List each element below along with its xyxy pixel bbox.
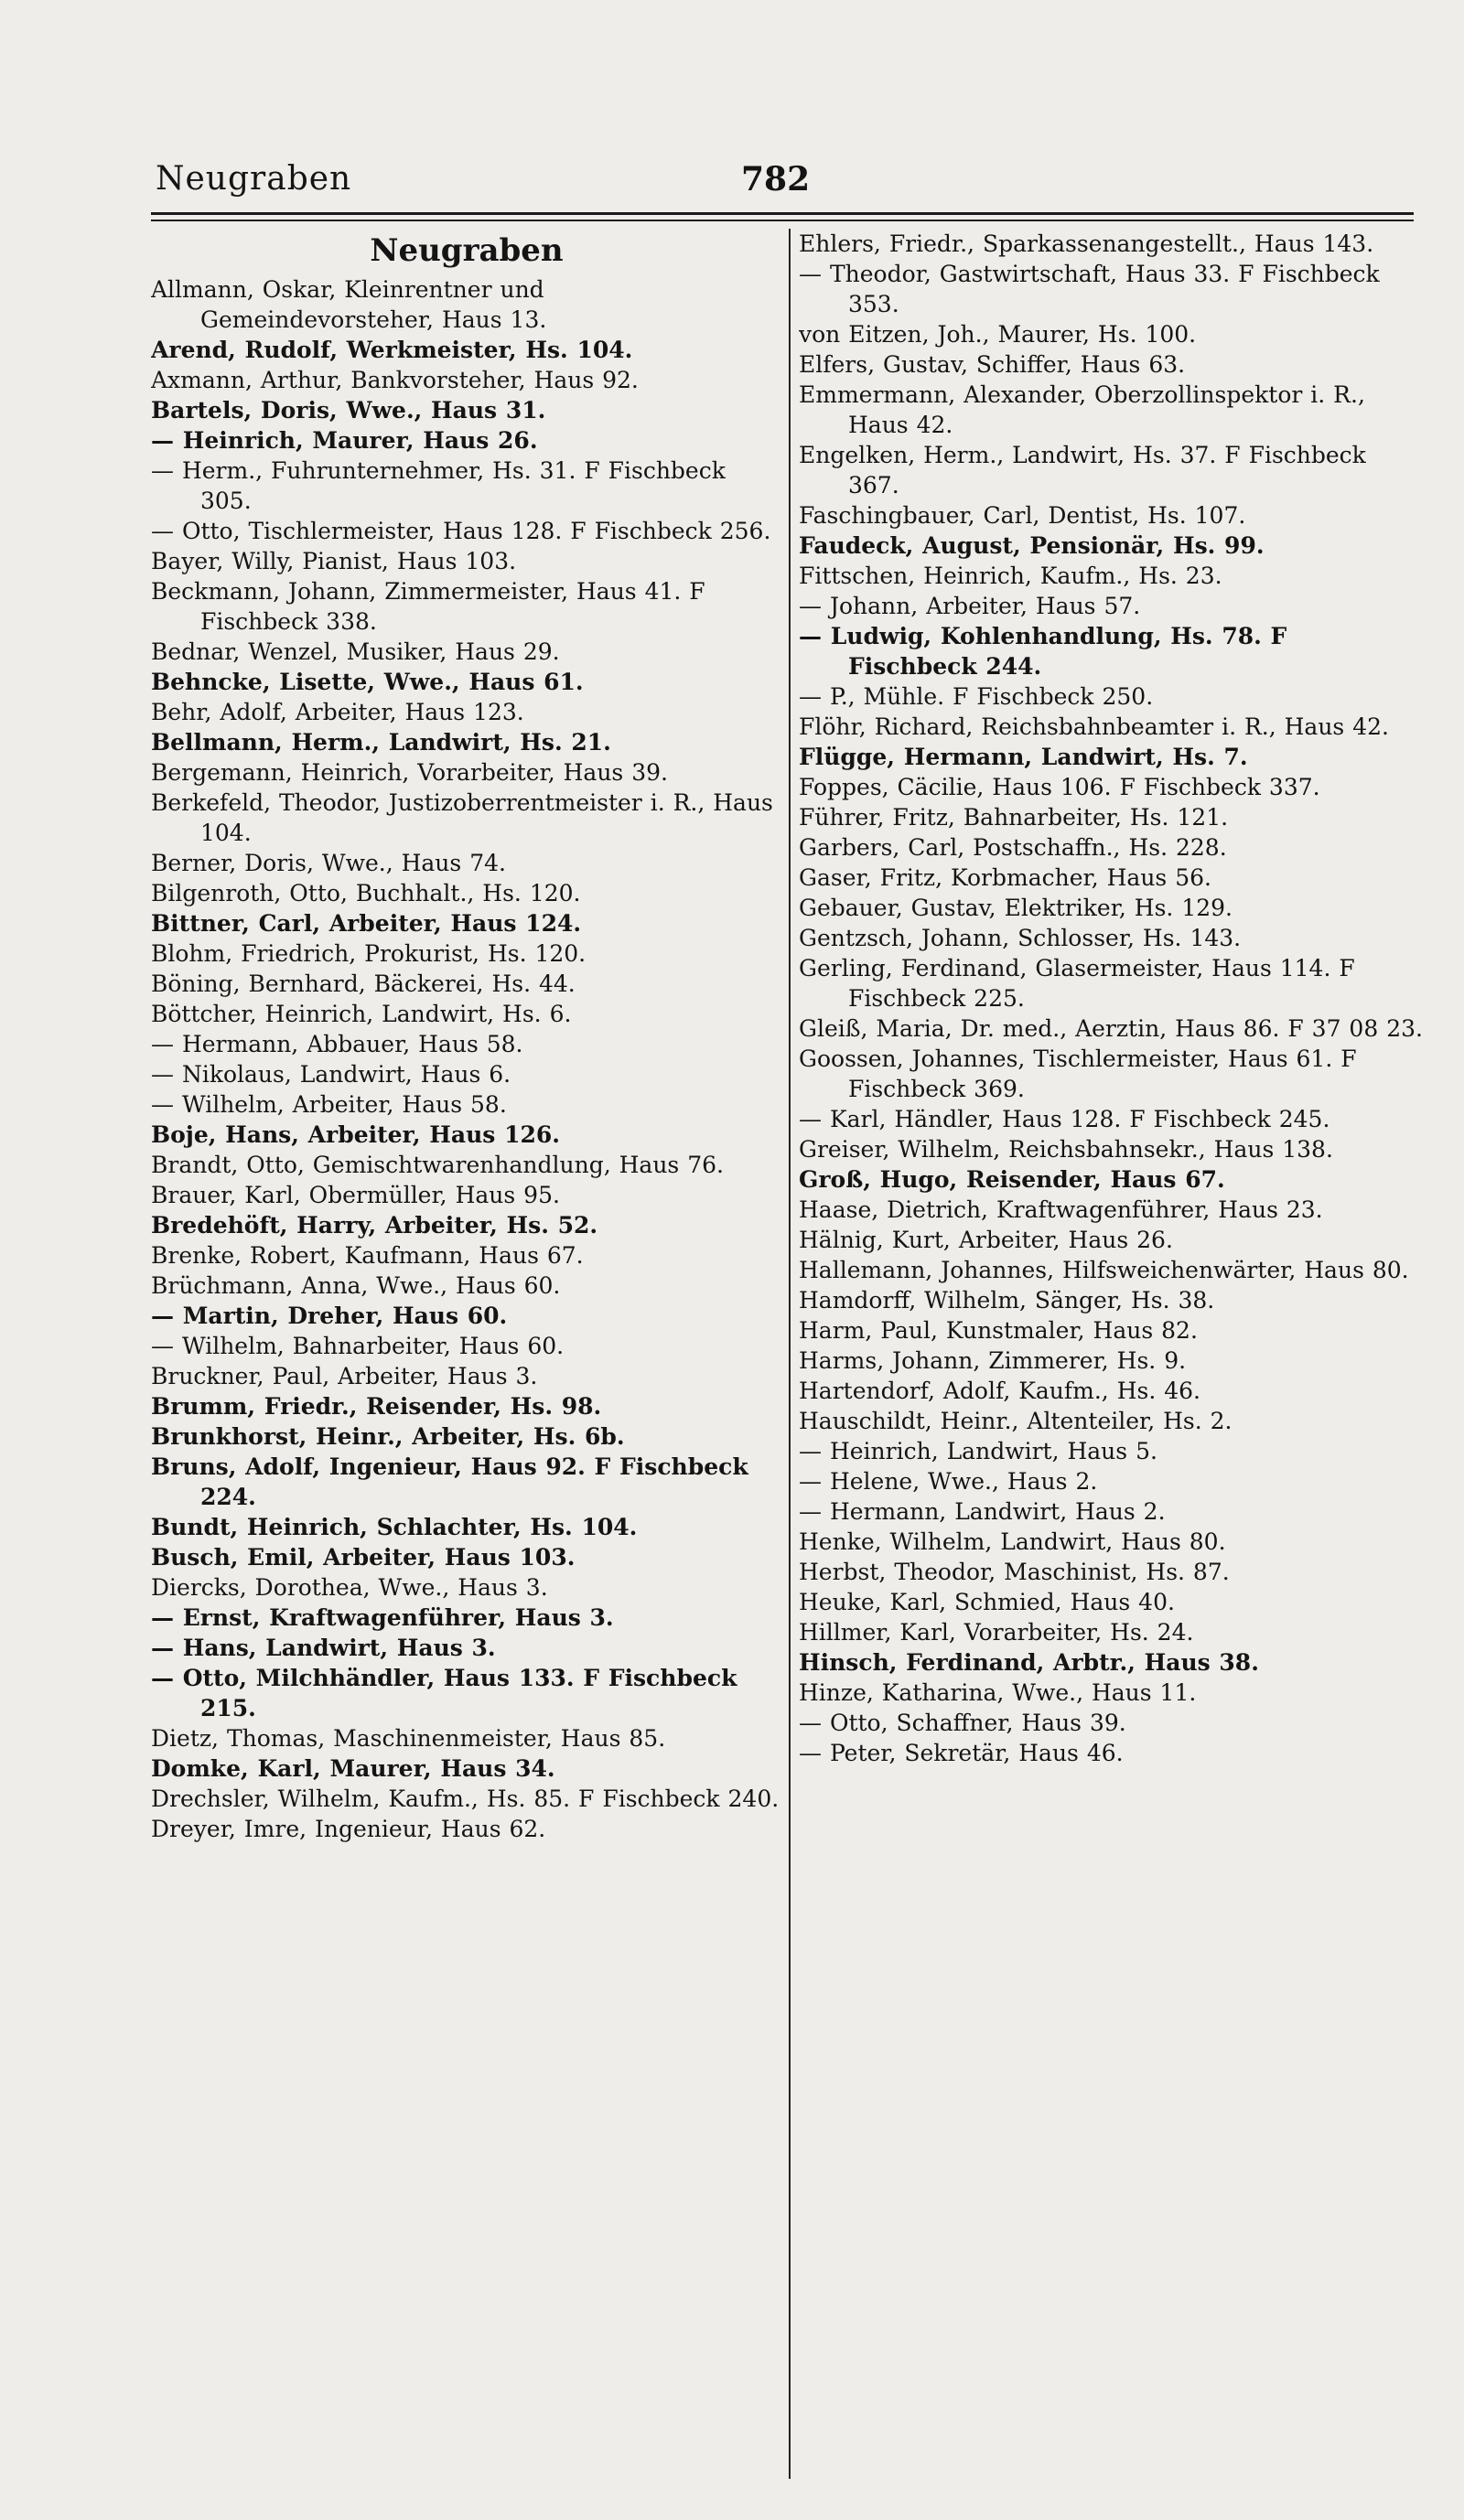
directory-entry: Gebauer, Gustav, Elektriker, Hs. 129. bbox=[799, 895, 1233, 921]
directory-entry: — Theodor, Gastwirtschaft, Haus 33. F Fischbeck 353. bbox=[799, 261, 1380, 317]
directory-columns bbox=[151, 229, 1423, 2488]
directory-entry: Berkefeld, Theodor, Justizoberrentmeister i. R., Haus 104. bbox=[151, 789, 773, 846]
directory-entry: Herbst, Theodor, Maschinist, Hs. 87. bbox=[799, 1559, 1230, 1585]
directory-entry: — Otto, Milchhändler, Haus 133. F Fischbeck 215. bbox=[151, 1665, 737, 1721]
directory-entry: Gleiß, Maria, Dr. med., Aerztin, Haus 86. F 37 08 23. bbox=[799, 1015, 1423, 1042]
directory-entry: — Peter, Sekretär, Haus 46. bbox=[799, 1740, 1124, 1766]
header-rule-top bbox=[151, 212, 1414, 215]
directory-entry: Brunkhorst, Heinr., Arbeiter, Hs. 6b. bbox=[151, 1423, 625, 1450]
directory-entry: — Ludwig, Kohlenhandlung, Hs. 78. F Fischbeck 244. bbox=[799, 623, 1287, 680]
directory-entry: Elfers, Gustav, Schiffer, Haus 63. bbox=[799, 351, 1186, 378]
directory-entry: — Helene, Wwe., Haus 2. bbox=[799, 1468, 1098, 1495]
directory-entry: — Wilhelm, Bahnarbeiter, Haus 60. bbox=[151, 1333, 565, 1359]
directory-entry: Hartendorf, Adolf, Kaufm., Hs. 46. bbox=[799, 1378, 1200, 1404]
directory-entry: Bittner, Carl, Arbeiter, Haus 124. bbox=[151, 910, 582, 937]
directory-entry: Bruckner, Paul, Arbeiter, Haus 3. bbox=[151, 1363, 538, 1389]
running-head bbox=[156, 160, 1409, 215]
directory-entry: Bellmann, Herm., Landwirt, Hs. 21. bbox=[151, 729, 611, 756]
directory-entry: Faschingbauer, Carl, Dentist, Hs. 107. bbox=[799, 502, 1246, 529]
directory-entry: Engelken, Herm., Landwirt, Hs. 37. F Fischbeck 367. bbox=[799, 442, 1366, 499]
directory-entry: Groß, Hugo, Reisender, Haus 67. bbox=[799, 1166, 1225, 1193]
right-column bbox=[799, 229, 1423, 2479]
directory-entry: — Otto, Schaffner, Haus 39. bbox=[799, 1710, 1126, 1736]
directory-entry: Flügge, Hermann, Landwirt, Hs. 7. bbox=[799, 744, 1248, 770]
directory-entry: Bartels, Doris, Wwe., Haus 31. bbox=[151, 397, 546, 424]
directory-entry: — Herm., Fuhrunternehmer, Hs. 31. F Fischbeck 305. bbox=[151, 457, 726, 514]
directory-entry: Drechsler, Wilhelm, Kaufm., Hs. 85. F Fischbeck 240. bbox=[151, 1785, 780, 1812]
directory-entry: Behr, Adolf, Arbeiter, Haus 123. bbox=[151, 699, 524, 725]
directory-entry: Bergemann, Heinrich, Vorarbeiter, Haus 39. bbox=[151, 759, 668, 786]
directory-entry: Hillmer, Karl, Vorarbeiter, Hs. 24. bbox=[799, 1619, 1194, 1646]
directory-entry: Goossen, Johannes, Tischlermeister, Haus 61. F Fischbeck 369. bbox=[799, 1046, 1357, 1102]
directory-entry: Bredehöft, Harry, Arbeiter, Hs. 52. bbox=[151, 1212, 598, 1239]
directory-entry: — Wilhelm, Arbeiter, Haus 58. bbox=[151, 1091, 507, 1118]
directory-entry: Bayer, Willy, Pianist, Haus 103. bbox=[151, 548, 517, 574]
directory-entry: Flöhr, Richard, Reichsbahnbeamter i. R., Haus 42. bbox=[799, 713, 1389, 740]
directory-entry: Böttcher, Heinrich, Landwirt, Hs. 6. bbox=[151, 1001, 572, 1027]
directory-entry: Dietz, Thomas, Maschinenmeister, Haus 85. bbox=[151, 1725, 666, 1752]
directory-entry: Hallemann, Johannes, Hilfsweichenwärter, Haus 80. bbox=[799, 1257, 1409, 1283]
directory-entry: Brandt, Otto, Gemischtwarenhandlung, Haus 76. bbox=[151, 1152, 724, 1178]
directory-entry: — Johann, Arbeiter, Haus 57. bbox=[799, 593, 1141, 619]
directory-entry: Faudeck, August, Pensionär, Hs. 99. bbox=[799, 532, 1265, 559]
directory-entry: Diercks, Dorothea, Wwe., Haus 3. bbox=[151, 1574, 548, 1601]
directory-entry: Hauschildt, Heinr., Altenteiler, Hs. 2. bbox=[799, 1408, 1233, 1434]
left-column bbox=[151, 229, 782, 2479]
directory-entry: Gaser, Fritz, Korbmacher, Haus 56. bbox=[799, 864, 1211, 891]
directory-entry: Brumm, Friedr., Reisender, Hs. 98. bbox=[151, 1393, 602, 1420]
directory-entry: Brüchmann, Anna, Wwe., Haus 60. bbox=[151, 1272, 561, 1299]
running-head-title: Neugraben bbox=[156, 160, 352, 198]
directory-entry: Hamdorff, Wilhelm, Sänger, Hs. 38. bbox=[799, 1287, 1215, 1314]
directory-entry: — Martin, Dreher, Haus 60. bbox=[151, 1303, 508, 1329]
directory-entry: — Otto, Tischlermeister, Haus 128. F Fischbeck 256. bbox=[151, 518, 771, 544]
directory-entry: Böning, Bernhard, Bäckerei, Hs. 44. bbox=[151, 970, 576, 997]
directory-entry: Domke, Karl, Maurer, Haus 34. bbox=[151, 1755, 555, 1782]
directory-entry: Führer, Fritz, Bahnarbeiter, Hs. 121. bbox=[799, 804, 1229, 831]
directory-entry: Beckmann, Johann, Zimmermeister, Haus 41. F Fischbeck 338. bbox=[151, 578, 705, 635]
page-number: 782 bbox=[741, 160, 811, 198]
directory-entry: — Ernst, Kraftwagenführer, Haus 3. bbox=[151, 1604, 614, 1631]
directory-entry: Arend, Rudolf, Werkmeister, Hs. 104. bbox=[151, 337, 633, 363]
directory-entry: Hinze, Katharina, Wwe., Haus 11. bbox=[799, 1679, 1197, 1706]
directory-entry: Heuke, Karl, Schmied, Haus 40. bbox=[799, 1589, 1175, 1615]
directory-entry: — Karl, Händler, Haus 128. F Fischbeck 245. bbox=[799, 1106, 1330, 1132]
directory-entry: Gerling, Ferdinand, Glasermeister, Haus 114. F Fischbeck 225. bbox=[799, 955, 1355, 1012]
directory-entry: Bilgenroth, Otto, Buchhalt., Hs. 120. bbox=[151, 880, 581, 906]
directory-entry: Brenke, Robert, Kaufmann, Haus 67. bbox=[151, 1242, 584, 1269]
directory-entry: Ehlers, Friedr., Sparkassenangestellt., Haus 143. bbox=[799, 231, 1374, 257]
directory-entry: Boje, Hans, Arbeiter, Haus 126. bbox=[151, 1121, 560, 1148]
column-divider bbox=[789, 229, 791, 2479]
directory-entry: — Nikolaus, Landwirt, Haus 6. bbox=[151, 1061, 511, 1088]
directory-entry: Fittschen, Heinrich, Kaufm., Hs. 23. bbox=[799, 563, 1222, 589]
directory-entry: Dreyer, Imre, Ingenieur, Haus 62. bbox=[151, 1816, 546, 1842]
directory-entry: Greiser, Wilhelm, Reichsbahnsekr., Haus 138. bbox=[799, 1136, 1333, 1163]
directory-entry: Bundt, Heinrich, Schlachter, Hs. 104. bbox=[151, 1514, 638, 1540]
directory-entry: Axmann, Arthur, Bankvorsteher, Haus 92. bbox=[151, 367, 639, 393]
directory-entry: Hinsch, Ferdinand, Arbtr., Haus 38. bbox=[799, 1649, 1259, 1676]
directory-entry: — Heinrich, Maurer, Haus 26. bbox=[151, 427, 538, 454]
directory-entry: Berner, Doris, Wwe., Haus 74. bbox=[151, 850, 506, 876]
directory-entry: Emmermann, Alexander, Oberzollinspektor i. R., Haus 42. bbox=[799, 381, 1365, 438]
directory-entry: Harms, Johann, Zimmerer, Hs. 9. bbox=[799, 1347, 1187, 1374]
directory-entry: Behncke, Lisette, Wwe., Haus 61. bbox=[151, 669, 584, 695]
directory-entry: — Hermann, Abbauer, Haus 58. bbox=[151, 1031, 523, 1057]
directory-entry: von Eitzen, Joh., Maurer, Hs. 100. bbox=[799, 321, 1197, 348]
directory-entry: Gentzsch, Johann, Schlosser, Hs. 143. bbox=[799, 925, 1242, 951]
directory-entry: — Hermann, Landwirt, Haus 2. bbox=[799, 1498, 1166, 1525]
directory-entry: Allmann, Oskar, Kleinrentner und Gemeindevorsteher, Haus 13. bbox=[151, 276, 547, 333]
directory-entry: Harm, Paul, Kunstmaler, Haus 82. bbox=[799, 1317, 1198, 1344]
directory-entry: Brauer, Karl, Obermüller, Haus 95. bbox=[151, 1182, 560, 1208]
directory-entry: Garbers, Carl, Postschaffn., Hs. 228. bbox=[799, 834, 1227, 861]
directory-entry: — Hans, Landwirt, Haus 3. bbox=[151, 1635, 496, 1661]
directory-entry: Foppes, Cäcilie, Haus 106. F Fischbeck 337. bbox=[799, 774, 1320, 800]
header-rule-bottom bbox=[151, 220, 1414, 221]
directory-entry: Henke, Wilhelm, Landwirt, Haus 80. bbox=[799, 1528, 1226, 1555]
directory-entry: Blohm, Friedrich, Prokurist, Hs. 120. bbox=[151, 940, 587, 967]
directory-entry: Haase, Dietrich, Kraftwagenführer, Haus 23. bbox=[799, 1196, 1323, 1223]
section-title: Neugraben bbox=[370, 232, 564, 269]
directory-entry: Hälnig, Kurt, Arbeiter, Haus 26. bbox=[799, 1227, 1173, 1253]
directory-entry: Busch, Emil, Arbeiter, Haus 103. bbox=[151, 1544, 576, 1571]
directory-entry: Bruns, Adolf, Ingenieur, Haus 92. F Fischbeck 224. bbox=[151, 1453, 748, 1510]
directory-entry: Bednar, Wenzel, Musiker, Haus 29. bbox=[151, 638, 560, 665]
directory-entry: — P., Mühle. F Fischbeck 250. bbox=[799, 683, 1154, 710]
directory-entry: — Heinrich, Landwirt, Haus 5. bbox=[799, 1438, 1157, 1464]
